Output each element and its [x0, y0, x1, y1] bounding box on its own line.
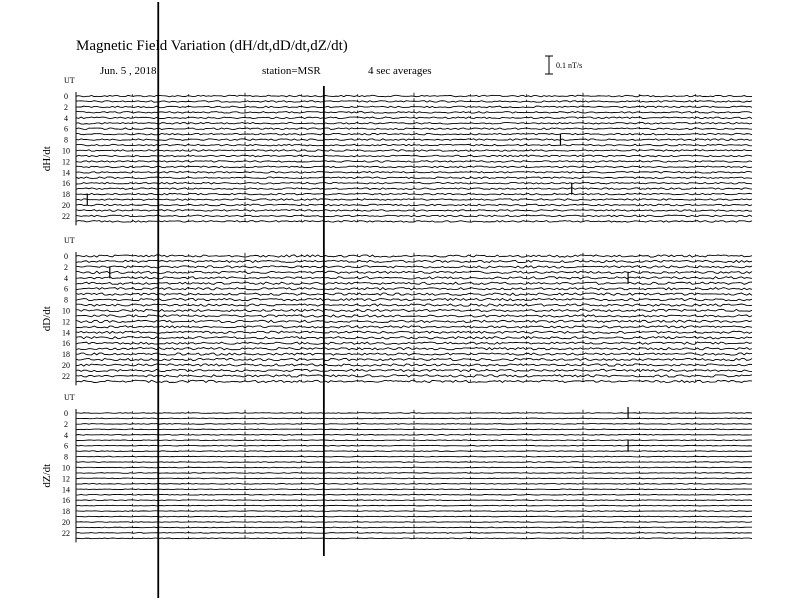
hour-tick-label: 20	[62, 361, 70, 370]
hour-tick-label: 2	[64, 102, 68, 112]
hour-tick-label: 6	[64, 124, 68, 134]
hour-tick-label: 18	[62, 350, 70, 360]
hour-tick-label: 6	[64, 284, 68, 294]
hour-tick-label: 16	[62, 339, 70, 349]
hour-tick-label: 20	[62, 201, 70, 210]
hour-tick-label: 22	[62, 211, 70, 221]
hour-tick-label: 0	[64, 92, 68, 101]
hour-tick-label: 6	[64, 441, 68, 451]
hour-tick-label: 16	[62, 179, 70, 189]
ut-axis-label: UT	[64, 236, 75, 245]
hour-tick-label: 18	[62, 507, 70, 517]
scale-bar-label: 0.1 nT/s	[556, 61, 583, 70]
hour-tick-label: 2	[64, 262, 68, 272]
hour-tick-label: 14	[62, 328, 70, 338]
hour-tick-label: 8	[64, 135, 68, 145]
hour-tick-label: 4	[64, 113, 68, 123]
averaging-label: 4 sec averages	[368, 65, 432, 77]
ut-axis-label: UT	[64, 393, 75, 402]
hour-tick-label: 18	[62, 190, 70, 200]
hour-tick-label: 4	[64, 430, 68, 440]
hour-tick-label: 22	[62, 371, 70, 381]
hour-tick-label: 10	[62, 146, 70, 156]
hour-tick-label: 10	[62, 306, 70, 316]
hour-tick-label: 0	[64, 409, 68, 418]
hour-tick-label: 16	[62, 496, 70, 506]
hour-tick-label: 12	[62, 474, 70, 484]
panel-ylabel: dD/dt	[41, 306, 53, 332]
ut-axis-label: UT	[64, 76, 75, 85]
panel-ylabel: dZ/dt	[41, 463, 53, 488]
date-label: Jun. 5 , 2018	[100, 65, 157, 77]
hour-tick-label: 12	[62, 157, 70, 167]
hour-tick-label: 10	[62, 463, 70, 473]
hour-tick-label: 0	[64, 252, 68, 261]
hour-tick-label: 14	[62, 485, 70, 495]
chart-title: Magnetic Field Variation (dH/dt,dD/dt,dZ/dt)	[76, 38, 348, 54]
hour-tick-label: 8	[64, 295, 68, 305]
panel-ylabel: dH/dt	[41, 146, 53, 172]
hour-tick-label: 8	[64, 452, 68, 462]
hour-tick-label: 4	[64, 273, 68, 283]
hour-tick-label: 2	[64, 419, 68, 429]
hour-tick-label: 12	[62, 317, 70, 327]
hour-tick-label: 14	[62, 168, 70, 178]
station-label: station=MSR	[262, 65, 321, 77]
hour-tick-label: 20	[62, 518, 70, 527]
hour-tick-label: 22	[62, 528, 70, 538]
